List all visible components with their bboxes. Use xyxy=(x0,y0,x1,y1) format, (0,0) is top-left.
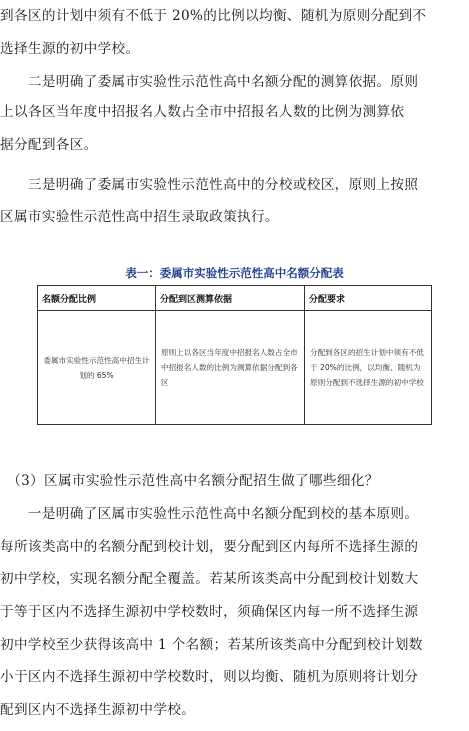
table-cell: 委属市实验性示范性高中招生计划的 65% xyxy=(38,311,156,425)
table-cell: 原则上以各区当年度中招报名人数占全市中招报名人数的比例为测算依据分配到各区 xyxy=(156,311,305,425)
table-row xyxy=(38,311,432,425)
paragraph-line: 配到区内不选择生源初中学校。 xyxy=(0,702,196,718)
paragraph-line: 初中学校，实现名额分配全覆盖。若某所该类高中分配到校计划数大 xyxy=(0,571,419,587)
table-caption: 表一：委属市实验性示范性高中名额分配表 xyxy=(125,266,344,280)
paragraph-line: 小于区内不选择生源初中学校数时，则以均衡、随机为原则将计划分 xyxy=(0,669,419,685)
paragraph-line: 二是明确了委属市实验性示范性高中名额分配的测算依据。原则 xyxy=(0,74,419,90)
quota-allocation-table xyxy=(37,285,432,425)
paragraph-line: 选择生源的初中学校。 xyxy=(0,41,140,57)
paragraph-line: 区属市实验性示范性高中招生录取政策执行。 xyxy=(0,209,279,225)
table-header-cell: 分配要求 xyxy=(305,286,432,311)
paragraph-line: 一是明确了区属市实验性示范性高中名额分配到校的基本原则。 xyxy=(0,506,419,522)
paragraph-line: （3）区属市实验性示范性高中名额分配招生做了哪些细化？ xyxy=(0,473,379,489)
paragraph-line: 初中学校至少获得该高中 1 个名额；若某所该类高中分配到校计划数 xyxy=(0,637,423,653)
paragraph-line: 据分配到各区。 xyxy=(0,137,98,153)
paragraph-line: 每所该类高中的名额分配到校计划，要分配到区内每所不选择生源的 xyxy=(0,539,419,555)
table-header-row xyxy=(38,286,432,311)
paragraph-line: 于等于区内不选择生源初中学校数时，须确保区内每一所不选择生源 xyxy=(0,604,419,620)
table-header-cell: 分配到区测算依据 xyxy=(156,286,305,311)
table-cell: 分配到各区的招生计划中须有不低于 20%的比例，以均衡、随机为原则分配到不选择生源的初中学校 xyxy=(305,311,432,425)
paragraph-line: 到各区的计划中须有不低于 20%的比例以均衡、随机为原则分配到不 xyxy=(0,8,427,24)
table-header-cell: 名额分配比例 xyxy=(38,286,156,311)
paragraph-line: 上以各区当年度中招报名人数占全市中招报名人数的比例为测算依 xyxy=(0,104,405,120)
paragraph-line: 三是明确了委属市实验性示范性高中的分校或校区，原则上按照 xyxy=(0,177,419,193)
